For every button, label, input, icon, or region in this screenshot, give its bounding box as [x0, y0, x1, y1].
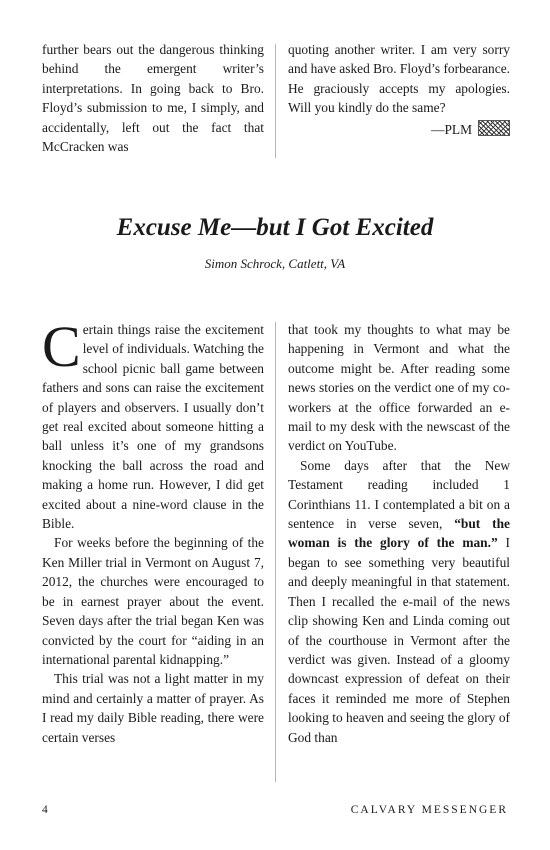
signature-line [288, 120, 510, 139]
column-divider-top [275, 44, 276, 158]
article-title: Excuse Me—but I Got Excited [116, 214, 434, 241]
page-number: 4 [42, 804, 48, 816]
article-left-column [42, 314, 264, 747]
paragraph-3-continued: that took my thoughts to what may be happening in Vermont and what the outcome might be. After reading some news stories on the verdict one of my co-workers at the office forwarded an e-mail to my desk with the newscast of the verdict on YouTube. [288, 322, 510, 454]
paragraph-3: This trial was not a light matter in my mind and certainly a matter of prayer. As I read my daily Bible reading, there were certain verses [42, 671, 264, 745]
paragraph-4 [288, 456, 510, 747]
top-left-column [42, 40, 264, 156]
magazine-name: CALVARY MESSENGER [350, 804, 508, 816]
continued-paragraph-right: quoting another writer. I am very sorry and have asked Bro. Floyd’s forbearance. He graciously accepts my apologies. Will you kindly do the same? [288, 42, 510, 116]
top-right-column [288, 40, 510, 139]
paragraph-1-text: ertain things raise the excitement level of individuals. Watching the school picnic ball game between fathers and sons can raise the excitement of players and observers. I usually don’t get real excited about someone hitting a ball unless it’s one of my grandsons knocking the ball across the road and making a home run. However, I did get excited about a nine-word clause in the Bible. [42, 322, 264, 532]
paragraph-1 [42, 314, 264, 533]
continued-paragraph-left: further bears out the dangerous thinking behind the emergent writer’s interpretations. In going back to Bro. Floyd’s submission to me, I simply, and accidentally, left out the fact that McCracken was [42, 42, 264, 155]
scripture-quote: “but the woman is the glory of the man.” [288, 516, 510, 551]
article-byline: Simon Schrock, Catlett, VA [204, 256, 346, 271]
article-right-column [288, 320, 510, 747]
drop-cap: C [42, 314, 81, 379]
paragraph-4-text-a: Some days after that the New Testament reading included 1 Corinthians 11. I contemplated a bit on a sentence in verse seven, [288, 457, 510, 532]
page-footer [42, 804, 508, 816]
column-divider-article [275, 322, 276, 782]
signature: —PLM [431, 121, 472, 137]
end-mark-icon [478, 120, 510, 136]
paragraph-2: For weeks before the beginning of the Ken Miller trial in Vermont on August 7, 2012, the churches were encouraged to be in earnest prayer about the event. Seven days after the trial began Ken was convicted by the court for “aiding in an international parental kidnapping.” [42, 535, 264, 667]
paragraph-4-text-b: I began to see something very beautiful and deeply meaningful in that statement. Then I recalled the e-mail of the news clip showing Ken and Linda coming out of the courthouse in Vermont after the verdict was given. Instead of a gloomy downcast expression of defeat on their faces it reminded me more of Stephen looking to heaven and seeing the glory of God than [288, 535, 511, 745]
